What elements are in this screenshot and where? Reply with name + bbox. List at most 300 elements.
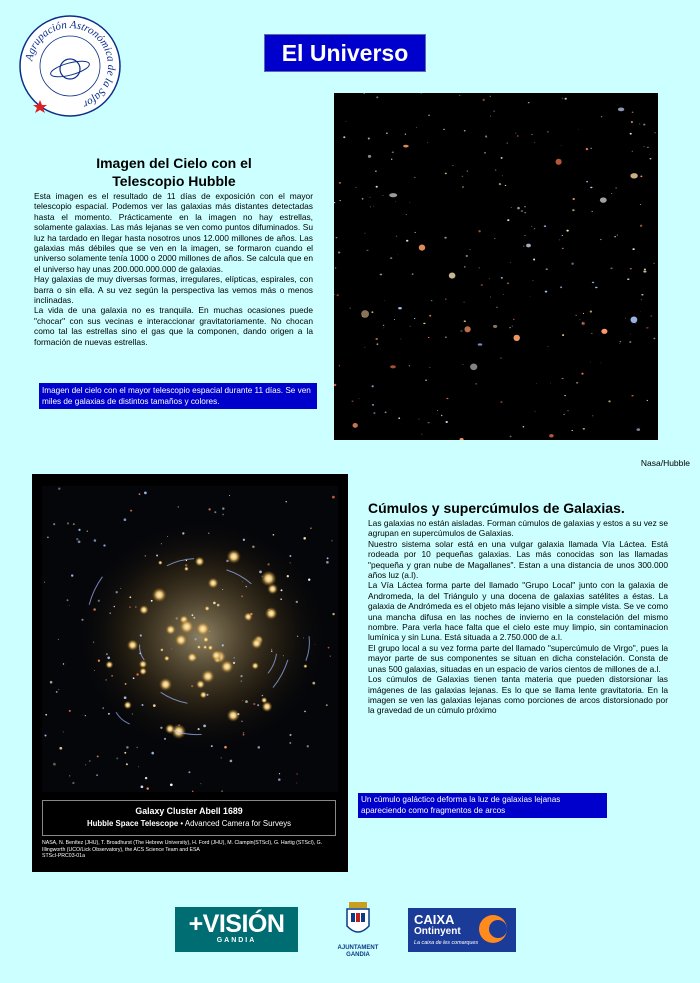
deep-field-galaxy (467, 171, 468, 172)
deep-field-galaxy (338, 251, 340, 253)
background-galaxy (116, 757, 118, 759)
background-galaxy (194, 638, 196, 640)
deep-field-galaxy (478, 343, 483, 345)
deep-field-galaxy (460, 438, 464, 440)
deep-field-galaxy (615, 188, 616, 189)
background-galaxy (141, 785, 144, 788)
deep-field-galaxy (571, 263, 574, 265)
deep-field-galaxy (445, 298, 446, 299)
background-galaxy (252, 546, 255, 549)
deep-field-galaxy (556, 159, 562, 165)
background-galaxy (144, 492, 147, 495)
bank-name: CAIXA (414, 912, 455, 927)
background-galaxy (221, 757, 222, 758)
deep-field-galaxy (464, 130, 466, 131)
deep-field-galaxy (364, 233, 365, 234)
galaxy-cluster-panel (32, 474, 348, 872)
deep-field-galaxy (534, 228, 535, 229)
deep-field-galaxy (528, 102, 530, 103)
deep-field-galaxy (372, 385, 374, 387)
deep-field-galaxy (464, 266, 466, 267)
cluster-label-box (42, 800, 336, 836)
background-galaxy (156, 555, 158, 557)
background-galaxy (151, 752, 154, 755)
deep-field-galaxy (337, 294, 339, 296)
background-galaxy (126, 763, 128, 765)
deep-field-galaxy (428, 422, 430, 423)
background-galaxy (93, 641, 94, 642)
deep-field-galaxy (414, 318, 415, 319)
cluster-galaxy (165, 724, 175, 734)
background-galaxy (81, 619, 83, 621)
cluster-galaxy (244, 612, 253, 621)
background-galaxy (234, 657, 235, 658)
background-galaxy (242, 700, 243, 701)
deep-field-galaxy (530, 296, 531, 297)
background-galaxy (259, 571, 262, 574)
background-galaxy (114, 606, 116, 608)
deep-field-galaxy (601, 329, 607, 334)
deep-field-galaxy (446, 421, 448, 423)
deep-field-galaxy (629, 341, 631, 342)
cluster-galaxy (187, 652, 198, 663)
deep-field-galaxy (590, 362, 591, 363)
deep-field-galaxy (362, 198, 364, 199)
deep-field-galaxy (463, 302, 465, 303)
background-galaxy (262, 695, 264, 697)
deep-field-galaxy (562, 248, 564, 249)
deep-field-galaxy (339, 365, 341, 366)
deep-field-galaxy (507, 282, 509, 284)
background-galaxy (243, 539, 245, 541)
deep-field-galaxy (484, 152, 486, 153)
deep-field-galaxy (395, 202, 396, 203)
galaxy-cluster-image (42, 486, 338, 792)
background-galaxy (229, 495, 230, 496)
background-galaxy (213, 602, 216, 605)
deep-field-galaxy (382, 195, 383, 196)
background-galaxy (233, 662, 235, 664)
deep-field-galaxy (641, 294, 643, 295)
background-galaxy (93, 608, 96, 611)
deep-field-galaxy (462, 176, 464, 177)
deep-field-galaxy (649, 154, 650, 155)
deep-field-galaxy (335, 268, 336, 269)
deep-field-galaxy (501, 157, 503, 159)
deep-field-galaxy (618, 107, 624, 111)
background-galaxy (138, 766, 139, 767)
background-galaxy (133, 677, 135, 679)
background-galaxy (44, 582, 45, 583)
background-galaxy (69, 775, 70, 776)
deep-field-galaxy (510, 436, 512, 438)
deep-field-galaxy (627, 278, 629, 279)
deep-field-galaxy (428, 114, 430, 116)
deep-field-galaxy (489, 278, 490, 279)
deep-field-galaxy (647, 400, 649, 401)
background-galaxy (257, 704, 259, 706)
background-galaxy (185, 564, 187, 566)
deep-field-galaxy (376, 343, 378, 345)
deep-field-galaxy (371, 311, 373, 313)
deep-field-galaxy (650, 158, 652, 159)
background-galaxy (76, 538, 78, 540)
deep-field-galaxy (396, 236, 397, 237)
background-galaxy (145, 555, 147, 557)
background-galaxy (308, 579, 310, 581)
background-galaxy (331, 540, 333, 542)
bank-city: Ontinyent (414, 926, 461, 937)
background-galaxy (98, 600, 100, 602)
deep-field-galaxy (654, 132, 656, 133)
deep-field-galaxy (419, 244, 425, 250)
cluster-galaxy (164, 656, 170, 662)
background-galaxy (211, 745, 213, 747)
deep-field-galaxy (524, 212, 526, 213)
deep-field-galaxy (343, 136, 345, 138)
deep-field-galaxy (373, 412, 375, 414)
deep-field-galaxy (428, 337, 430, 338)
deep-field-galaxy (397, 254, 398, 255)
cluster-galaxy (227, 709, 240, 722)
cluster-galaxy (159, 678, 172, 691)
deep-field-galaxy (400, 339, 401, 340)
deep-field-galaxy (452, 165, 453, 166)
cluster-galaxy (127, 639, 139, 651)
background-galaxy (139, 493, 141, 495)
deep-field-galaxy (418, 419, 419, 420)
deep-field-galaxy (563, 414, 565, 415)
background-galaxy (222, 514, 224, 516)
deep-field-galaxy (564, 395, 565, 396)
deep-field-galaxy (562, 98, 563, 99)
deep-field-galaxy (429, 367, 430, 368)
deep-field-galaxy (366, 250, 368, 251)
background-galaxy (124, 752, 126, 754)
credit-text: NASA, N. Benítez (JHU), T. Broadhurst (The Hebrew University), H. Ford (JHU), M. Clampin(STScI), G. Hartig (STScI), G. Illingworth (UCO/Lick Observatory), the ACS Science Team and ESA (42, 840, 323, 853)
deep-field-galaxy (600, 239, 602, 240)
background-galaxy (326, 561, 329, 564)
background-galaxy (72, 782, 74, 784)
background-galaxy (307, 745, 309, 747)
deep-field-galaxy (405, 134, 406, 135)
background-galaxy (246, 586, 247, 587)
background-galaxy (271, 649, 272, 650)
deep-field-galaxy (486, 137, 487, 138)
tv-logo-sub: GANDIA (216, 937, 257, 944)
deep-field-galaxy (531, 226, 532, 227)
deep-field-galaxy (581, 373, 583, 375)
section-heading-clusters: Cúmulos y supercúmulos de Galaxias. (368, 500, 625, 516)
deep-field-galaxy (363, 93, 365, 94)
cluster-galaxy (139, 660, 148, 669)
background-galaxy (141, 704, 143, 706)
deep-field-galaxy (650, 316, 652, 317)
background-galaxy (287, 575, 289, 577)
cluster-galaxy (203, 645, 208, 650)
deep-field-galaxy (533, 259, 535, 261)
deep-field-galaxy (385, 411, 387, 413)
background-galaxy (191, 685, 193, 687)
paragraph: Esta imagen es el resultado de 11 días de exposición con el mayor telescopio espacial. Podemos ver las galaxias más distantes detectadas hasta el momento. Prácticamente en la imagen no hay estrellas, solamente galaxias. Las más lejanas se ven como puntos difuminados. Su luz ha tardado en llegar hasta nosotros unos 12.000 millones de años. Las galaxias más débiles que se ven en la imagen, se formaron cuando el universo solamente tenía 1000 o 2000 millones de años. Se calcula que en el universo hay unas 200.000.000.000 de galaxias. (34, 191, 313, 274)
deep-field-galaxy (595, 287, 598, 288)
background-galaxy (59, 747, 62, 750)
deep-field-galaxy (479, 267, 480, 268)
paragraph: Hay galaxias de muy diversas formas, irregulares, elípticas, espirales, con barra o sin ella. A su vez según la perspectiva las vemos más o menos inclinadas. (34, 274, 313, 306)
background-galaxy (198, 728, 200, 730)
deep-field-galaxy (494, 238, 495, 239)
deep-field-galaxy (600, 363, 601, 364)
background-galaxy (71, 574, 73, 576)
deep-field-galaxy (406, 240, 408, 242)
deep-field-galaxy (534, 142, 535, 143)
background-galaxy (171, 648, 172, 649)
credit-id: STScI-PRC03-01a (42, 853, 85, 860)
background-galaxy (310, 527, 312, 529)
deep-field-galaxy (445, 173, 447, 175)
background-galaxy (160, 727, 162, 729)
background-galaxy (279, 773, 280, 774)
background-galaxy (222, 644, 224, 646)
deep-field-galaxy (412, 274, 414, 275)
deep-field-galaxy (610, 268, 612, 270)
deep-field-galaxy (632, 248, 634, 250)
deep-field-galaxy (640, 225, 643, 227)
background-galaxy (98, 660, 100, 662)
background-galaxy (242, 581, 243, 582)
background-galaxy (105, 679, 106, 680)
deep-field-galaxy (630, 334, 631, 335)
heading-line: Imagen del Cielo con el (96, 155, 252, 171)
background-galaxy (67, 599, 69, 601)
background-galaxy (296, 782, 297, 783)
background-galaxy (241, 595, 243, 597)
deep-field-galaxy (339, 182, 341, 184)
deep-field-galaxy (443, 129, 445, 130)
background-galaxy (63, 663, 64, 664)
cluster-galaxy (105, 661, 113, 669)
deep-field-galaxy (478, 230, 480, 232)
background-galaxy (327, 557, 329, 559)
background-galaxy (176, 617, 178, 619)
deep-field-galaxy (550, 383, 551, 384)
deep-field-galaxy (364, 347, 365, 348)
deep-field-galaxy (601, 116, 603, 117)
deep-field-galaxy (575, 315, 577, 316)
cluster-galaxy (200, 691, 208, 699)
background-galaxy (208, 508, 210, 510)
deep-field-galaxy (499, 183, 500, 184)
deep-field-galaxy (495, 170, 496, 171)
deep-field-galaxy (427, 142, 428, 143)
background-galaxy (63, 731, 64, 732)
background-galaxy (332, 613, 334, 615)
deep-field-galaxy (562, 378, 564, 379)
section-heading-hubble (34, 154, 314, 190)
background-galaxy (135, 606, 136, 607)
deep-field-galaxy (493, 111, 494, 112)
deep-field-galaxy (334, 294, 335, 295)
background-galaxy (280, 598, 282, 600)
background-galaxy (102, 707, 103, 708)
background-galaxy (124, 696, 127, 699)
deep-field-galaxy (459, 95, 460, 96)
cluster-galaxy (227, 549, 241, 563)
background-galaxy (136, 673, 138, 675)
bank-mark-icon (478, 914, 508, 944)
background-galaxy (286, 501, 287, 502)
deep-field-galaxy (515, 133, 516, 134)
background-galaxy (170, 783, 173, 786)
cluster-galaxy (179, 619, 194, 634)
deep-field-galaxy (581, 322, 585, 325)
deep-field-galaxy (437, 410, 438, 411)
deep-field-galaxy (513, 319, 515, 320)
deep-field-galaxy (490, 116, 491, 117)
deep-field-galaxy (590, 187, 592, 188)
deep-field-galaxy (410, 326, 411, 327)
background-galaxy (178, 506, 180, 508)
background-galaxy (111, 675, 113, 677)
background-galaxy (273, 534, 275, 536)
cluster-galaxy (207, 645, 213, 651)
background-galaxy (267, 563, 269, 565)
background-galaxy (58, 639, 59, 640)
background-galaxy (69, 710, 71, 712)
cluster-galaxy (208, 578, 219, 589)
page-title: El Universo (264, 34, 426, 72)
heading-line: Telescopio Hubble (112, 173, 236, 189)
deep-field-galaxy (334, 384, 336, 386)
deep-field-galaxy (392, 152, 394, 153)
deep-field-galaxy (390, 365, 396, 368)
cluster-galaxy (139, 605, 149, 615)
background-galaxy (222, 589, 223, 590)
background-galaxy (89, 760, 91, 762)
background-galaxy (192, 791, 193, 792)
deep-field-galaxy (493, 325, 497, 328)
deep-field-galaxy (513, 335, 519, 341)
background-galaxy (283, 655, 284, 656)
cluster-galaxy (195, 621, 210, 636)
cluster-galaxy (152, 587, 167, 602)
deep-field-galaxy (591, 333, 592, 334)
deep-field-galaxy (632, 151, 633, 152)
deep-field-galaxy (561, 145, 562, 146)
town-council-logo (333, 900, 383, 960)
bank-tagline: La caixa de les comarques (414, 940, 479, 946)
deep-field-galaxy (526, 244, 531, 248)
deep-field-galaxy (591, 211, 593, 212)
deep-field-galaxy (559, 240, 560, 241)
town-label-line: AJUNTAMENT (337, 945, 379, 951)
background-galaxy (53, 523, 55, 525)
background-galaxy (116, 591, 118, 593)
background-galaxy (110, 613, 111, 614)
deep-field-galaxy (617, 235, 618, 236)
deep-field-galaxy (505, 185, 507, 186)
deep-field-galaxy (414, 177, 415, 178)
deep-field-galaxy (653, 263, 655, 264)
deep-field-galaxy (353, 423, 358, 428)
background-galaxy (167, 536, 168, 537)
deep-field-galaxy (630, 268, 632, 269)
background-galaxy (243, 732, 244, 733)
deep-field-galaxy (398, 307, 402, 309)
background-galaxy (56, 691, 58, 693)
background-galaxy (200, 783, 201, 784)
cluster-galaxy (196, 680, 205, 689)
background-galaxy (304, 711, 306, 713)
background-galaxy (126, 746, 128, 749)
deep-field-galaxy (590, 311, 592, 313)
background-galaxy (289, 734, 291, 736)
paragraph: La vida de una galaxia no es tranquila. En muchas ocasiones puede "chocar" con sus vecinas e interaccionar gravitatoriamente. No chocan como tal las estrellas sino el gas que la componen, dando origen a la formación de nuevas estrellas. (34, 305, 313, 347)
deep-field-galaxy (639, 124, 640, 125)
background-galaxy (315, 644, 316, 645)
background-galaxy (129, 606, 131, 608)
deep-field-galaxy (576, 382, 578, 384)
background-galaxy (96, 774, 98, 776)
background-galaxy (47, 537, 49, 539)
deep-field-galaxy (614, 236, 616, 237)
deep-field-galaxy (560, 286, 562, 288)
background-galaxy (161, 649, 164, 652)
cluster-galaxy (158, 560, 163, 565)
background-galaxy (326, 704, 328, 706)
deep-field-galaxy (384, 300, 385, 301)
deep-field-galaxy (431, 300, 433, 301)
deep-field-galaxy (373, 206, 374, 207)
deep-field-galaxy (630, 173, 637, 178)
background-galaxy (85, 764, 86, 765)
deep-field-galaxy (544, 226, 546, 227)
background-galaxy (224, 746, 227, 749)
deep-field-galaxy (549, 434, 554, 437)
cluster-galaxy (204, 606, 210, 612)
bank-sponsor-logo (408, 908, 516, 952)
deep-field-galaxy (643, 146, 644, 147)
background-galaxy (297, 636, 298, 637)
deep-field-galaxy (346, 121, 347, 122)
deep-field-galaxy (503, 294, 504, 295)
deep-field-galaxy (398, 417, 400, 419)
deep-field-galaxy (372, 404, 374, 406)
deep-field-galaxy (375, 338, 378, 340)
cluster-label-title: Galaxy Cluster Abell 1689 (135, 806, 243, 816)
background-galaxy (303, 537, 306, 540)
deep-field-galaxy (586, 148, 588, 150)
cluster-galaxy (184, 566, 189, 571)
deep-field-galaxy (389, 193, 397, 197)
paragraph: Los cúmulos de Galaxias tienen tanta materia que pueden distorsionar las imágenes de las galaxias lejanas. Es lo que se llama lente gravitatoria. En la imagen se ven las galaxias lejanas como porciones de arcos distorsionado por la gravedad de un cúmulo próximo (368, 674, 668, 716)
deep-field-galaxy (586, 181, 588, 182)
background-galaxy (67, 522, 69, 524)
deep-field-galaxy (509, 327, 511, 328)
background-galaxy (132, 713, 133, 714)
cluster-galaxy (265, 607, 278, 620)
background-galaxy (203, 725, 206, 728)
deep-field-galaxy (583, 428, 585, 429)
deep-field-galaxy (524, 235, 525, 236)
background-galaxy (85, 715, 86, 716)
deep-field-galaxy (636, 324, 637, 325)
deep-field-galaxy (380, 274, 383, 276)
paragraph: Nuestro sistema solar está en una vulgar galaxia llamada Vía Láctea. Está rodeada por 10 pequeñas galaxias. Las más conocidas son las llamadas "pequeña y gran nube de Magallanes". Estan a una distancia de unos 300.000 años luz (a.l). (368, 538, 668, 581)
background-galaxy (153, 704, 156, 707)
deep-field-galaxy (572, 198, 574, 200)
deep-field-galaxy (356, 187, 357, 188)
